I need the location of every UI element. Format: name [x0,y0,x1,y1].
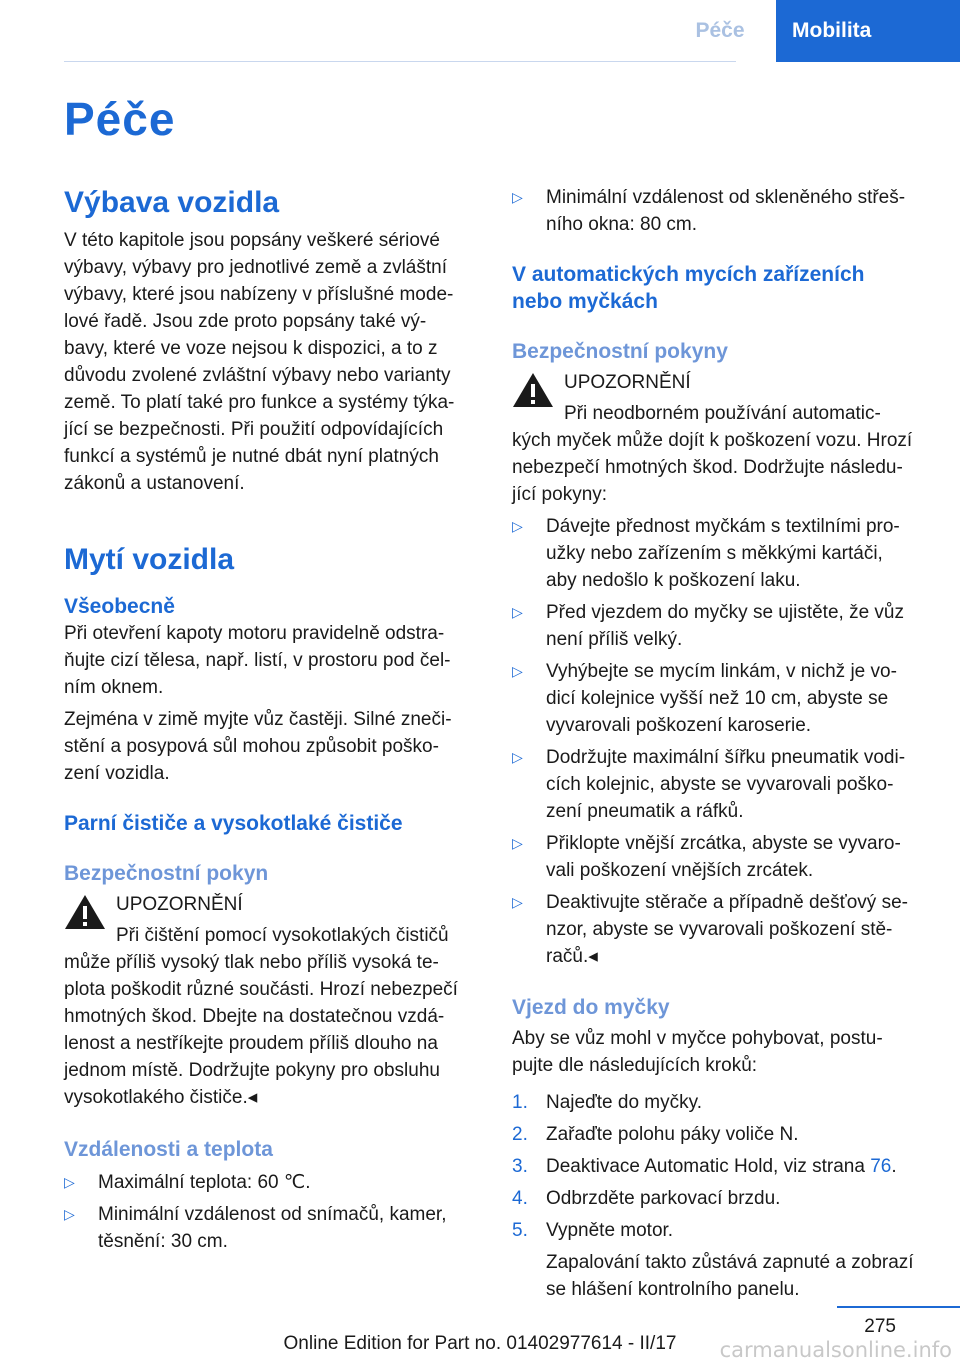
step-text: Najeďte do myčky. [546,1092,702,1113]
text-line: nebo myčkách [512,290,658,313]
steps-list [512,1089,924,1244]
warning-first-line: Při neodborném používání automatic- [564,403,881,424]
list-item [512,830,924,884]
bullet-marker-icon: ▷ [64,1206,75,1222]
text-line: nzor, abyste se vyvarovali poškození stě- [546,919,893,940]
car-wash-list [512,513,924,970]
bullet-marker-icon: ▷ [64,1174,75,1190]
text-line: vysokotlakého čističe.◂ [64,1087,258,1108]
text-line: důvodu zvolené zvláštní výbavy nebo varianty [64,365,451,386]
bullet-marker-icon: ▷ [512,894,523,910]
subheading-vseobecne: Všeobecně [64,595,175,618]
text-line: Deaktivujte stěrače a případně dešťový se- [546,892,908,913]
vybava-paragraph [64,227,476,497]
step-item [512,1121,924,1148]
text-line: lové řadě. Jsou zde proto popsány také vý- [64,311,427,332]
text-line: stění a posypová sůl mohou způsobit poško- [64,736,439,757]
list-item [64,1169,476,1196]
tab-pece[interactable]: Péče [695,19,745,42]
text-line: funkcí a systémů je nutné dbát nyní platných [64,446,439,467]
list-item [512,744,924,825]
text-line: Minimální vzdálenost od skleněného střeš- [546,187,906,208]
warning-text [512,427,924,508]
bullet-marker-icon: ▷ [512,835,523,851]
vseobecne-paragraph-2 [64,706,476,787]
bullet-marker-icon: ▷ [512,749,523,765]
text-line: země. To platí také pro funkce a systémy týka- [64,392,455,413]
page-title: Péče [64,93,176,145]
text-line: není příliš velký. [546,629,683,650]
text-line: zení vozidla. [64,763,170,784]
text-line: V této kapitole jsou popsány veškeré sériové [64,230,440,251]
text-line: Dávejte přednost myčkám s textilními pro- [546,516,900,537]
bullet-marker-icon: ▷ [512,518,523,534]
step-number: 1. [512,1092,528,1113]
subheading-vzdalenosti: Vzdálenosti a teplota [64,1138,273,1161]
text-line: kých myček může dojít k poškození vozu. Hrozí [512,430,913,451]
text-line: Zejména v zimě myjte vůz častěji. Silné zneči- [64,709,452,730]
bullet-marker-icon: ▷ [512,189,523,205]
text-line: Minimální vzdálenost od snímačů, kamer, [98,1204,447,1225]
text-line: těsnění: 30 cm. [98,1231,228,1252]
subheading-automaticke-myci [512,261,924,315]
step-item [512,1153,924,1180]
vjezd-intro [512,1025,924,1079]
warning-triangle-icon [512,371,554,409]
step-number: 2. [512,1124,528,1145]
text-line: ním oknem. [64,677,164,698]
text-line: Aby se vůz mohl v myčce pohybovat, postu- [512,1028,883,1049]
warning-block-cistice [64,891,476,1111]
text-line: užky nebo zařízením s měkkými kartáči, [546,543,883,564]
text-line: nebezpečí hmotných škod. Dodržujte následu- [512,457,903,478]
text-line: vali poškození vnějších zrcátek. [546,860,814,881]
header-divider [64,61,736,62]
page-number: 275 [864,1316,896,1337]
tab-mobilita[interactable]: Mobilita [776,0,960,62]
text-line: jící se bezpečnosti. Při použití odpovídajících [64,419,444,440]
subheading-bezpecnostni-pokyny: Bezpečnostní pokyny [512,340,728,363]
text-line: cích kolejnic, abyste se vyvarovali poško- [546,774,894,795]
warning-block-mycky [512,369,924,508]
subheading-vjezd: Vjezd do myčky [512,996,670,1019]
step-text-end: . [891,1156,897,1177]
text-line: V automatických mycích zařízeních [512,263,865,286]
text-line: Dodržujte maximální šířku pneumatik vodi- [546,747,906,768]
text-line: hmotných škod. Dbejte na dostatečnou vzdá- [64,1006,445,1027]
list-item [64,1201,476,1255]
text-line: Před vjezdem do myčky se ujistěte, že vůz [546,602,904,623]
text-line: Vyhýbejte se mycím linkám, v nichž je vo- [546,661,897,682]
text-line: ňujte cizí tělesa, např. listí, v prostoru pod čel- [64,650,451,671]
text-line: může příliš vysoký tlak nebo příliš vysoká te- [64,952,439,973]
page-link[interactable]: 76 [870,1156,892,1177]
text-line: vyvarovali poškození karoserie. [546,715,812,736]
text-line: plota poškodit různé součásti. Hrozí nebezpečí [64,979,458,1000]
step-item [512,1185,924,1212]
step-text: Vypněte motor. [546,1220,674,1241]
distance-list-cont [512,184,924,238]
warning-label: UPOZORNĚNÍ [564,372,691,393]
text-line: pujte dle následujících kroků: [512,1055,758,1076]
list-item [512,184,924,238]
text-line: Zapalování takto zůstává zapnuté a zobrazí [546,1252,914,1273]
section-title-vybava: Výbava vozidla [64,186,280,219]
text-line: výbavy, které jsou nabízeny v příslušné mode- [64,284,454,305]
subheading-parni-cistice: Parní čističe a vysokotlaké čističe [64,812,403,835]
text-line: račů.◂ [546,946,598,967]
step-text: Odbrzděte parkovací brzdu. [546,1188,781,1209]
watermark: carmanualsonline.info [719,1338,952,1362]
footer-accent-line [837,1306,960,1308]
warning-first-line: Při čištění pomocí vysokotlakých čističů [116,925,449,946]
list-item [512,599,924,653]
section-title-myti: Mytí vozidla [64,543,235,576]
warning-triangle-icon [64,893,106,931]
step-text: Zařaďte polohu páky voliče N. [546,1124,799,1145]
left-column [64,184,476,1255]
text-line: se hlášení kontrolního panelu. [546,1279,800,1300]
chapter-tabs [664,0,960,62]
list-item [512,889,924,970]
text-line: Přiklopte vnější zrcátka, abyste se vyvaro- [546,833,901,854]
list-item [512,513,924,594]
text-line: Při otevření kapoty motoru pravidelně odstra- [64,623,445,644]
right-column [512,184,924,1303]
text-line: dicí kolejnice vyšší než 10 cm, abyste se [546,688,889,709]
step-number: 3. [512,1156,528,1177]
text-line: bavy, které ve voze nejsou k dispozici, a to z [64,338,438,359]
warning-text [64,949,476,1111]
bullet-marker-icon: ▷ [512,663,523,679]
text-line: výbavy, výbavy pro jednotlivé země a zvláštní [64,257,447,278]
step-number: 4. [512,1188,528,1209]
text-line: aby nedošlo k poškození laku. [546,570,801,591]
step-number: 5. [512,1220,528,1241]
footer-edition: Online Edition for Part no. 01402977614 - II/17 [283,1333,677,1354]
step-text: Deaktivace Automatic Hold, viz strana [546,1156,871,1177]
step-item [512,1217,924,1244]
text-line: jednom místě. Dodržujte pokyny pro obsluhu [64,1060,440,1081]
step5-note [512,1249,924,1303]
vseobecne-paragraph-1 [64,620,476,701]
list-item [512,658,924,739]
distance-list [64,1169,476,1255]
subheading-bezpecnostni-pokyn: Bezpečnostní pokyn [64,862,269,885]
step-item [512,1089,924,1116]
text-line: Maximální teplota: 60 ℃. [98,1172,311,1193]
text-line: zákonů a ustanovení. [64,473,245,494]
text-line: zení pneumatik a ráfků. [546,801,744,822]
warning-label: UPOZORNĚNÍ [116,894,243,915]
text-line: jící pokyny: [512,484,608,505]
bullet-marker-icon: ▷ [512,604,523,620]
text-line: ního okna: 80 cm. [546,214,698,235]
text-line: lenost a nestříkejte proudem příliš dlouho na [64,1033,438,1054]
